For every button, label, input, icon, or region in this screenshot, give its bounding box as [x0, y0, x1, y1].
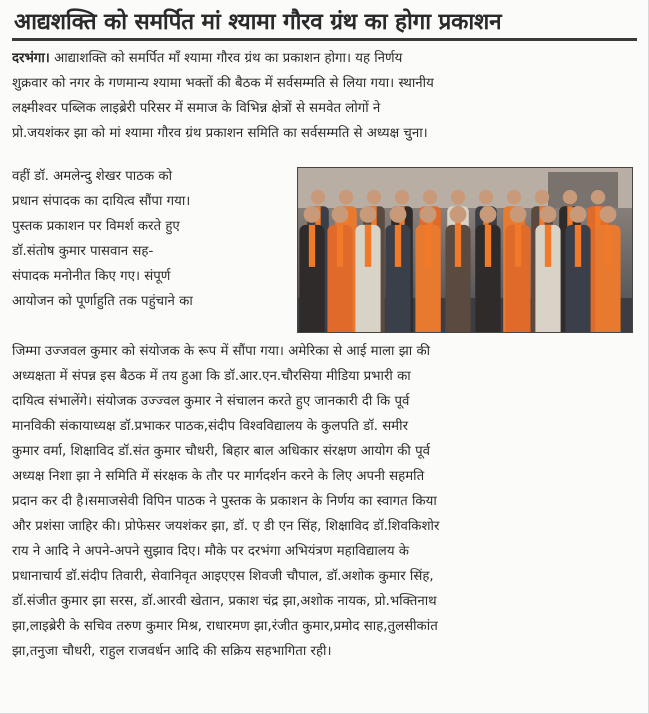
person-head [480, 206, 497, 223]
person-head [540, 206, 557, 223]
article-line: शुक्रवार को नगर के गणमान्य श्यामा भक्तों की बैठक में सर्वसम्मति से लिया गया। स्थानीय [12, 76, 434, 91]
article-line: संपादक मनोनीत किए गए। संपूर्ण [12, 269, 171, 284]
article-line: डॉ.संतोष कुमार पासवान सह- [12, 244, 154, 259]
article-line: राय ने आदि ने अपने-अपने सुझाव दिए। मौके पर दरभंगा अभियंत्रण महाविद्यालय के [12, 544, 409, 559]
headline: आद्यशक्ति को समर्पित मां श्यामा गौरव ग्रंथ का होगा प्रकाशन [14, 9, 502, 35]
person-head [600, 206, 617, 223]
person-scarf [515, 225, 521, 267]
person-head [591, 190, 605, 204]
person-scarf [455, 225, 461, 267]
person-scarf [605, 225, 611, 267]
person-head [367, 190, 381, 204]
group-photo [297, 167, 633, 333]
person-scarf [575, 225, 581, 267]
person-head [420, 206, 437, 223]
article-line: पुस्तक प्रकाशन पर विमर्श करते हुए [12, 219, 180, 234]
dateline: दरभंगा। [12, 51, 50, 66]
person-head [423, 190, 437, 204]
person-head [510, 206, 527, 223]
person-head [570, 206, 587, 223]
article-line: झा,लाइब्रेरी के सचिव तरुण कुमार मिश्र, राधारमण झा,रंजीत कुमार,प्रमोद साह,तुलसीकांत [12, 619, 438, 634]
headline-rule [12, 38, 637, 41]
article-line: मानविकी संकायाध्यक्ष डॉ.प्रभाकर पाठक,संदीप विश्वविद्यालय के कुलपति डॉ. समीर [12, 419, 409, 434]
person-head [304, 206, 321, 223]
person-head [339, 190, 353, 204]
article-line: और प्रशंसा जाहिर की। प्रोफेसर जयशंकर झा, डॉ. ए डी एन सिंह, शिक्षाविद डॉ.शिवकिशोर [12, 519, 440, 534]
article-line: वहीं डॉ. अमलेन्दु शेखर पाठक को [12, 169, 173, 184]
article-line: जिम्मा उज्जवल कुमार को संयोजक के रूप में सौंपा गया। अमेरिका से आई माला झा की [12, 344, 431, 359]
article-line: प्रो.जयशंकर झा को मां श्यामा गौरव ग्रंथ प्रकाशन समिति का सर्वसम्मति से अध्यक्ष चुना। [12, 126, 428, 141]
group-photo-illustration [298, 168, 632, 332]
article-line: लक्ष्मीश्वर पब्लिक लाइब्रेरी परिसर में समाज के विभिन्न क्षेत्रों से समवेत लोगों ने [12, 101, 381, 116]
person-head [535, 190, 549, 204]
article-line: आयोजन को पूर्णाहुति तक पहुंचाने का [12, 294, 193, 309]
person-scarf [545, 225, 551, 267]
person-head [450, 206, 467, 223]
person-head [311, 190, 325, 204]
article-line: प्रधान संपादक का दायित्व सौंपा गया। [12, 194, 191, 209]
person-head [507, 190, 521, 204]
person-scarf [365, 225, 371, 267]
person-scarf [425, 225, 431, 267]
person-head [563, 190, 577, 204]
person-head [451, 190, 465, 204]
article-line: कुमार वर्मा, शिक्षाविद डॉ.संत कुमार चौधरी, बिहार बाल अधिकार संरक्षण आयोग की पूर्व [12, 444, 431, 459]
person-scarf [395, 225, 401, 267]
person-scarf [337, 225, 343, 267]
person-scarf [309, 225, 315, 267]
article-line: प्रदान कर दी है।समाजसेवी विपिन पाठक ने पुस्तक के प्रकाशन के निर्णय का स्वागत किया [12, 494, 437, 509]
person-scarf [485, 225, 491, 267]
person-head [390, 206, 407, 223]
article-line: अध्यक्ष निशा झा ने समिति में संरक्षक के तौर पर मार्गदर्शन करने के लिए अपनी सहमति [12, 469, 425, 484]
article-line: दायित्व संभालेंगे। संयोजक उज्ज्वल कुमार ने संचालन करते हुए जानकारी दी कि पूर्व [12, 394, 410, 409]
article-line: दरभंगा। आद्याशक्ति को समर्पित माँ श्यामा गौरव ग्रंथ का प्रकाशन होगा। यह निर्णय [12, 51, 403, 66]
article-line: झा,तनुजा चौधरी, राहुल राजवर्धन आदि की सक्रिय सहभागिता रही। [12, 644, 332, 659]
article-line: प्रधानाचार्य डॉ.संदीप तिवारी, सेवानिवृत आइएएस शिवजी चौपाल, डॉ.अशोक कुमार सिंह, [12, 569, 434, 584]
person-head [332, 206, 349, 223]
article-line: डॉ.संजीत कुमार झा सरस, डॉ.आरवी खेतान, प्रकाश चंद्र झा,अशोक नायक, प्रो.भक्तिनाथ [12, 594, 437, 609]
person-head [360, 206, 377, 223]
person-head [479, 190, 493, 204]
person-head [395, 190, 409, 204]
article-line: अध्यक्षता में संपन्न इस बैठक में तय हुआ कि डॉ.आर.एन.चौरसिया मीडिया प्रभारी का [12, 369, 411, 384]
